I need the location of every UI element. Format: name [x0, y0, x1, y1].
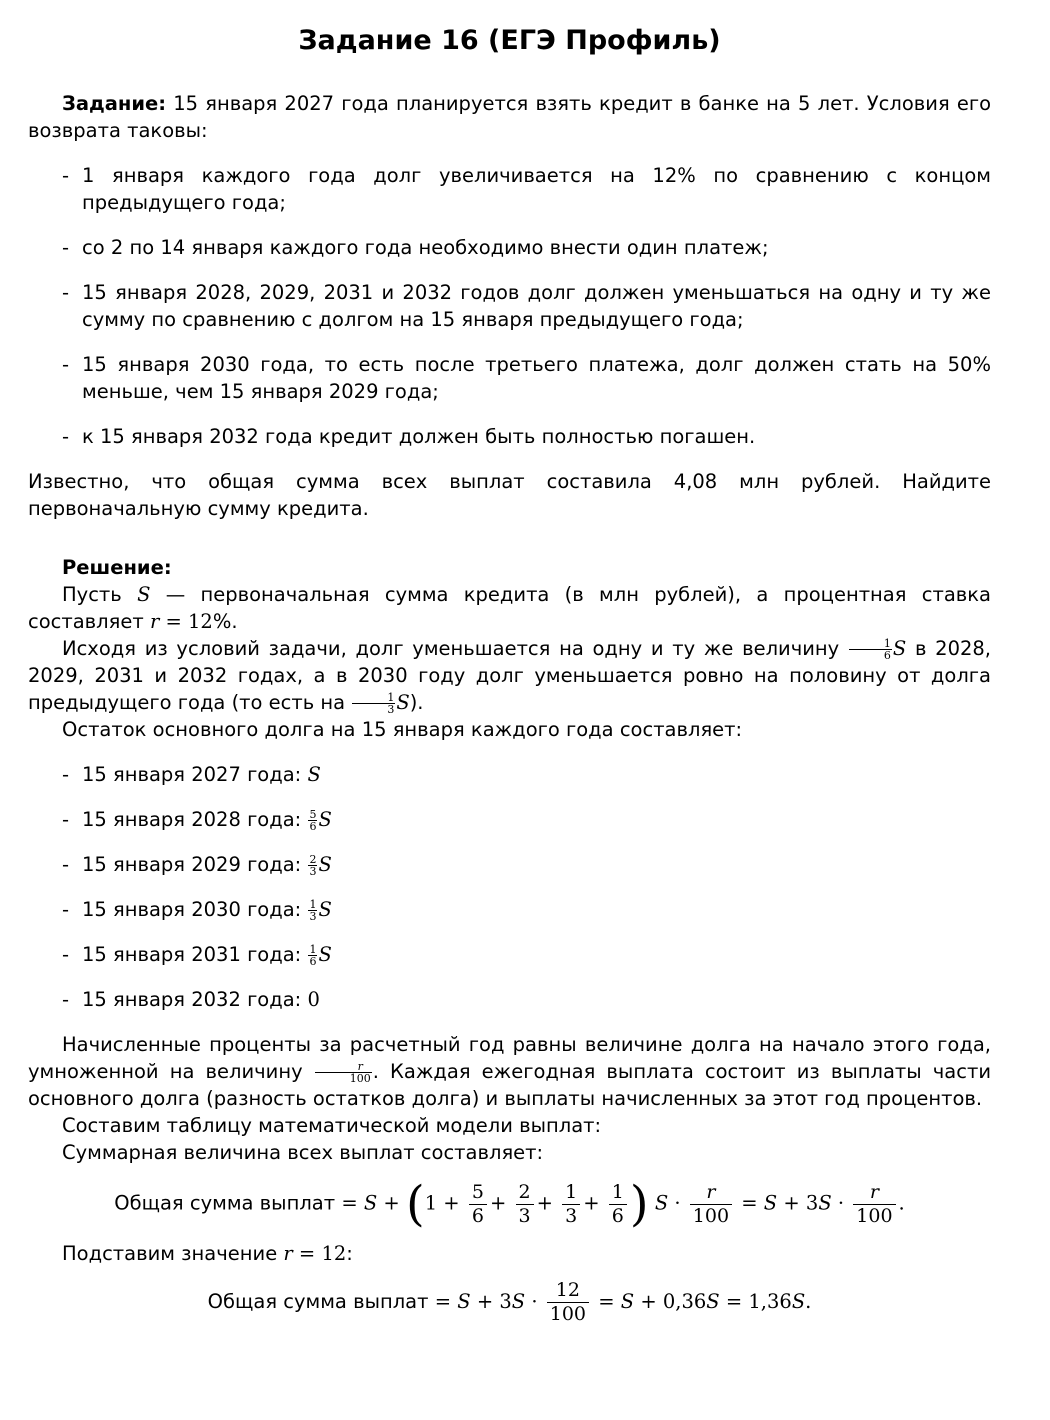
task-intro-text: 15 января 2027 года планируется взять кредит в банке на 5 лет. Условия его возврата таковы:	[28, 92, 992, 142]
solution-p1: Пусть S — первоначальная сумма кредита (в млн рублей), а процентная ставка составляет r = 12%.	[28, 583, 992, 633]
solution-label: Решение:	[62, 556, 172, 579]
total-formula-1: Общая сумма выплат = S + (1 + $\frac{5}{6}$ + $\frac{2}{3}$ + $\frac{1}{3}$ + $\frac{1}{6}$ ) S · $\frac{r}{100}$ = S + 3S · $\frac{r}{100}$ .	[114, 1176, 905, 1232]
solution-p4: Начисленные проценты за расчетный год равны величине долга на начало этого года, умноженной на величину $\frac{r}{100}$ . Каждая ежегодная выплата состоит из выплаты части основного долга (разность остатков долга) и выплаты начисленных за этот год процентов.	[28, 1033, 991, 1110]
condition-item: - со 2 по 14 января каждого года необходимо внести один платеж;	[62, 236, 769, 259]
task-intro	[28, 90, 991, 144]
conditions-list	[28, 162, 991, 450]
balance-item: - 15 января 2028 года: $\frac{5}{6}$ S	[62, 808, 332, 833]
balance-item: - 15 января 2032 года: 0	[62, 988, 320, 1011]
balance-item: - 15 января 2029 года: $\frac{2}{3}$ S	[62, 853, 332, 878]
balance-item: - 15 января 2030 года: $\frac{1}{3}$ S	[62, 898, 332, 923]
solution-p7: Подставим значение r = 12:	[62, 1242, 353, 1265]
condition-item: - 15 января 2030 года, то есть после третьего платежа, долг должен стать на 50% меньше, чем 15 января 2029 года;	[62, 353, 991, 403]
document-page	[28, 0, 991, 1326]
task-label: Задание:	[62, 92, 167, 115]
solution-p2: Исходя из условий задачи, долг уменьшается на одну и ту же величину $\frac{1}{6}$ S в 2028, 2029, 2031 и 2032 годах, а в 2030 году долг уменьшается ровно на половину от долга предыдущего года (то есть на $\frac{1}{3}$ S).	[28, 637, 991, 716]
solution-p3: Остаток основного долга на 15 января каждого года составляет:	[62, 718, 743, 741]
solution-p6: Суммарная величина всех выплат составляет:	[62, 1141, 544, 1164]
solution-p5: Составим таблицу математической модели выплат:	[62, 1114, 602, 1137]
total-formula-2: Общая сумма выплат = S + 3S · $\frac{12}{100}$ = S + 0,36S = 1,36S.	[207, 1279, 812, 1325]
balances-list	[28, 761, 991, 1013]
condition-item: - 1 января каждого года долг увеличивается на 12% по сравнению с концом предыдущего года;	[62, 164, 991, 214]
balance-item: - 15 января 2031 года: $\frac{1}{6}$ S	[62, 943, 332, 968]
balance-item: - 15 января 2027 года: S	[62, 763, 321, 786]
condition-item: - к 15 января 2032 года кредит должен быть полностью погашен.	[62, 425, 756, 448]
condition-item: - 15 января 2028, 2029, 2031 и 2032 годов долг должен уменьшаться на одну и ту же сумму по сравнению с долгом на 15 января предыдущего года;	[62, 281, 991, 331]
task-question: Известно, что общая сумма всех выплат составила 4,08 млн рублей. Найдите первоначальную сумму кредита.	[28, 470, 991, 520]
page-title: Задание 16 (ЕГЭ Профиль)	[298, 25, 721, 56]
